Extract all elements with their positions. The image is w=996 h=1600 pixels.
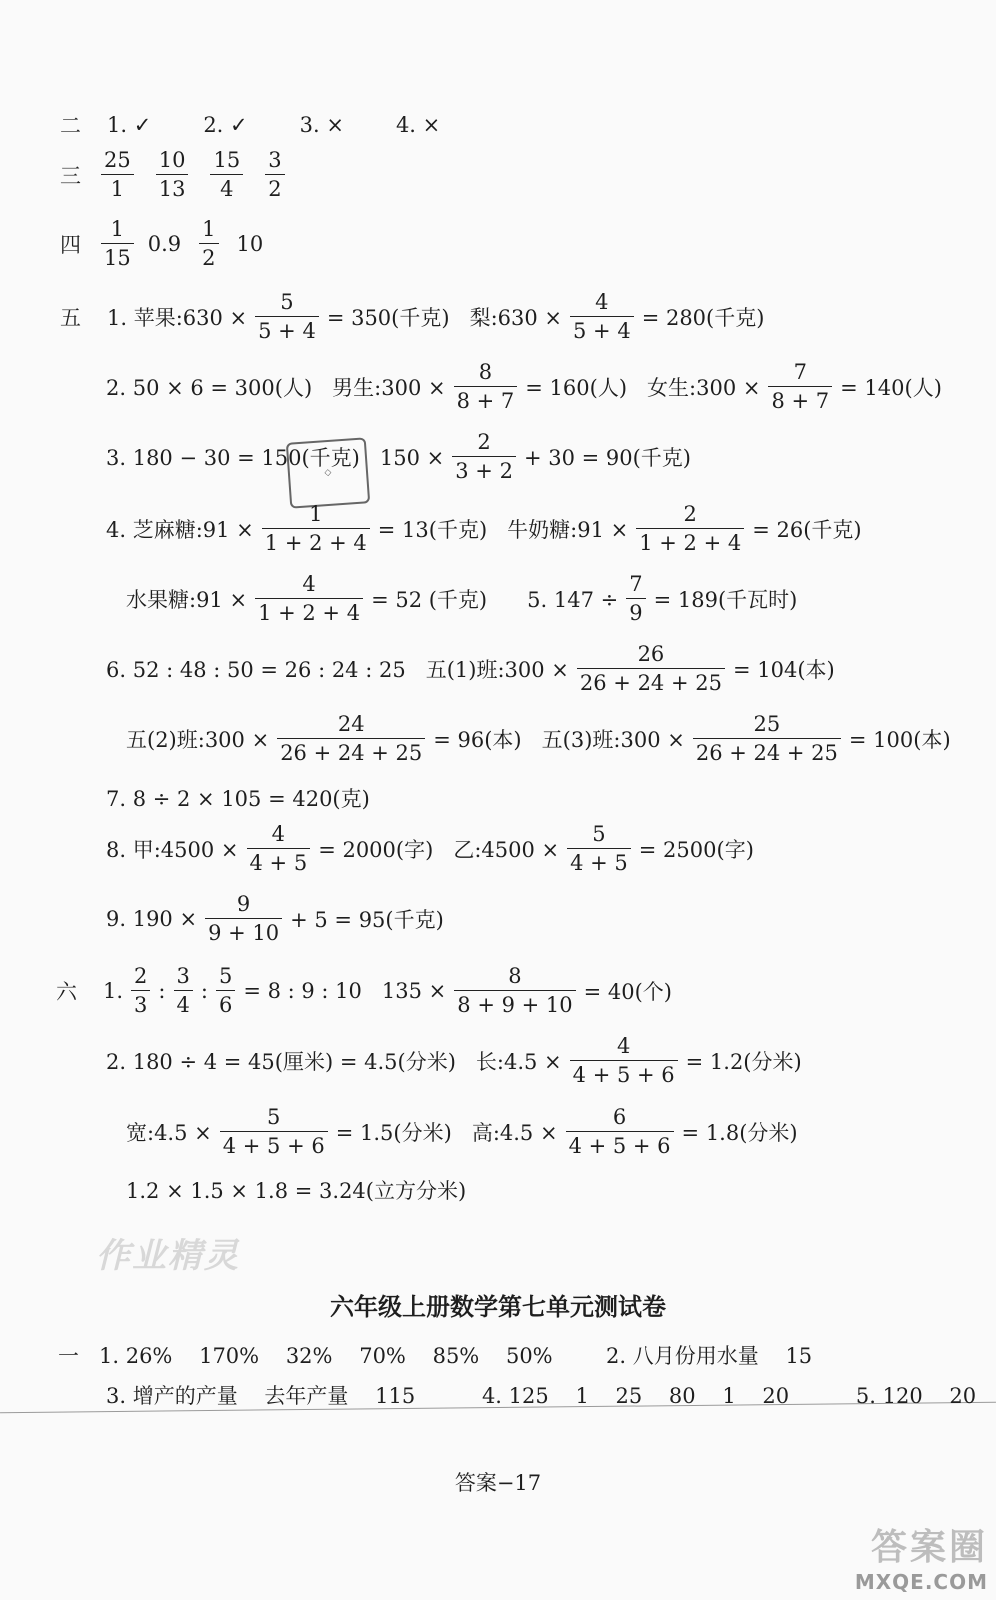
- answer-item: 2. ✓: [203, 113, 248, 137]
- equation-text: 8. 甲:4500 ×: [106, 837, 239, 862]
- answer-item: 3. ×: [299, 113, 344, 137]
- fraction: 4 4 + 5: [247, 820, 311, 877]
- fraction: 26 26 + 24 + 25: [577, 640, 725, 697]
- equation-text: = 189(千瓦时): [653, 587, 798, 612]
- page-title: 六年级上册数学第七单元测试卷: [330, 1293, 666, 1321]
- section-label: 二: [60, 114, 81, 138]
- faint-watermark: 作业精灵: [96, 1236, 240, 1276]
- ratio-sign: :: [200, 978, 208, 1003]
- section-5-q9: [106, 890, 444, 947]
- ratio-sign: :: [158, 978, 166, 1003]
- section-5-q2: [106, 358, 942, 415]
- equation-text: 6. 52 : 48 : 50 = 26 : 24 : 25 五(1)班:300 ×: [106, 657, 569, 682]
- section-5-q7: [106, 783, 370, 813]
- fraction: 10 13: [156, 146, 189, 203]
- answer-line: 3. 增产的产量 去年产量 115 4. 125 1 25 80 1 20 5. 120 20: [106, 1384, 977, 1408]
- equation-text: = 1.8(分米): [681, 1120, 798, 1145]
- page-number: 答案−17: [454, 1471, 542, 1495]
- fraction: 5 6: [216, 962, 235, 1019]
- equation-text: + 30 = 90(千克): [523, 445, 691, 470]
- section-label: 六: [56, 979, 77, 1004]
- section-label: 五: [60, 305, 81, 330]
- equation-text: = 100(本): [848, 727, 951, 752]
- fraction: 8 8 + 9 + 10: [454, 962, 575, 1019]
- equation-text: = 40(个): [583, 979, 673, 1004]
- equation-text: 2. 50 × 6 = 300(人) 男生:300 ×: [106, 375, 446, 400]
- fraction: 25 1: [101, 146, 134, 203]
- fraction: 2 3 + 2: [452, 428, 516, 485]
- section-3-row: [60, 146, 293, 203]
- equation-text: = 2500(字): [638, 837, 754, 862]
- equation-text: = 1.5(分米) 高:4.5 ×: [335, 1120, 558, 1145]
- equation-text: = 96(本) 五(3)班:300 ×: [433, 727, 685, 752]
- watermark-url: MXQE.COM: [854, 1570, 988, 1594]
- equation-text: 3. 180 − 30 = 150(千克) 150 ×: [106, 445, 445, 470]
- section-6-q2: [106, 1032, 802, 1089]
- equation-text: = 13(千克) 牛奶糖:91 ×: [377, 517, 629, 542]
- section-2-row: [60, 110, 440, 140]
- equation-text: = 160(人) 女生:300 ×: [525, 375, 761, 400]
- answer-value: 0.9: [147, 231, 182, 256]
- fraction: 4 1 + 2 + 4: [255, 570, 363, 627]
- section-6-q2c: [126, 1175, 466, 1205]
- corner-watermark: [855, 1519, 988, 1594]
- equation-text: 4. 芝麻糖:91 ×: [106, 517, 254, 542]
- equation-text: 1. 苹果:630 ×: [107, 305, 248, 330]
- watermark-brand: 答案圈: [870, 1527, 988, 1568]
- equation-text: = 1.2(分米): [685, 1049, 802, 1074]
- fraction: 4 4 + 5 + 6: [570, 1032, 678, 1089]
- fraction: 1 1 + 2 + 4: [262, 500, 370, 557]
- section-6-q2b: [126, 1103, 798, 1160]
- fraction: 15 4: [210, 146, 243, 203]
- fraction: 1 15: [101, 215, 134, 272]
- section-label: 三: [60, 163, 81, 188]
- fraction: 7 9: [626, 570, 645, 627]
- fraction: 24 26 + 24 + 25: [277, 710, 425, 767]
- equation-text: = 104(本): [732, 657, 835, 682]
- fraction: 2 1 + 2 + 4: [636, 500, 744, 557]
- equation-text: = 26(千克): [752, 517, 862, 542]
- section-5-q6: [106, 640, 835, 697]
- fraction: 3 2: [265, 146, 284, 203]
- fraction: 2 3: [131, 962, 150, 1019]
- equation-text: 7. 8 ÷ 2 × 105 = 420(克): [106, 787, 370, 811]
- section-7-row-2: [106, 1380, 976, 1410]
- fraction: 9 9 + 10: [205, 890, 282, 947]
- section-5-q4: [106, 500, 862, 557]
- equation-text: 9. 190 ×: [106, 906, 198, 931]
- section-5-q6b: [126, 710, 951, 767]
- section-5-q3: [106, 428, 691, 485]
- fraction: 5 4 + 5: [567, 820, 631, 877]
- section-5-q4b: [126, 570, 797, 627]
- section-6-q1: [56, 962, 672, 1019]
- fraction: 1 2: [199, 215, 218, 272]
- equation-text: 2. 180 ÷ 4 = 45(厘米) = 4.5(分米) 长:4.5 ×: [106, 1049, 562, 1074]
- equation-text: = 2000(字) 乙:4500 ×: [318, 837, 560, 862]
- fraction: 25 26 + 24 + 25: [693, 710, 841, 767]
- equation-text: = 280(千克): [641, 305, 765, 330]
- equation-text: 1.: [103, 978, 124, 1003]
- equation-text: 五(2)班:300 ×: [126, 727, 270, 752]
- section-5-q1: [60, 288, 764, 345]
- equation-text: = 140(人): [840, 375, 942, 400]
- publisher-stamp: ◇: [286, 437, 370, 508]
- fraction: 8 8 + 7: [454, 358, 518, 415]
- section-5-q8: [106, 820, 754, 877]
- equation-text: + 5 = 95(千克): [290, 907, 444, 932]
- fraction: 4 5 + 4: [570, 288, 634, 345]
- equation-text: 1.2 × 1.5 × 1.8 = 3.24(立方分米): [126, 1179, 467, 1203]
- fraction: 5 4 + 5 + 6: [220, 1103, 328, 1160]
- equation-text: = 8 : 9 : 10 135 ×: [243, 978, 447, 1003]
- answer-line: 1. 26% 170% 32% 70% 85% 50% 2. 八月份用水量 15: [99, 1344, 813, 1368]
- section-7-row-1: [58, 1340, 812, 1370]
- equation-text: = 350(千克) 梨:630 ×: [326, 305, 563, 330]
- equation-text: 宽:4.5 ×: [126, 1120, 212, 1145]
- section-4-row: [60, 215, 263, 272]
- fraction: 3 4: [174, 962, 193, 1019]
- answer-item: 4. ×: [395, 113, 441, 137]
- equation-text: = 52 (千克) 5. 147 ÷: [371, 587, 619, 612]
- answer-value: 10: [236, 231, 264, 256]
- fraction: 7 8 + 7: [768, 358, 832, 415]
- answer-item: 1. ✓: [107, 113, 152, 137]
- equation-text: 水果糖:91 ×: [126, 587, 248, 612]
- section-label: 一: [58, 1344, 79, 1368]
- fraction: 5 5 + 4: [255, 288, 319, 345]
- section-label: 四: [60, 232, 81, 257]
- fraction: 6 4 + 5 + 6: [566, 1103, 674, 1160]
